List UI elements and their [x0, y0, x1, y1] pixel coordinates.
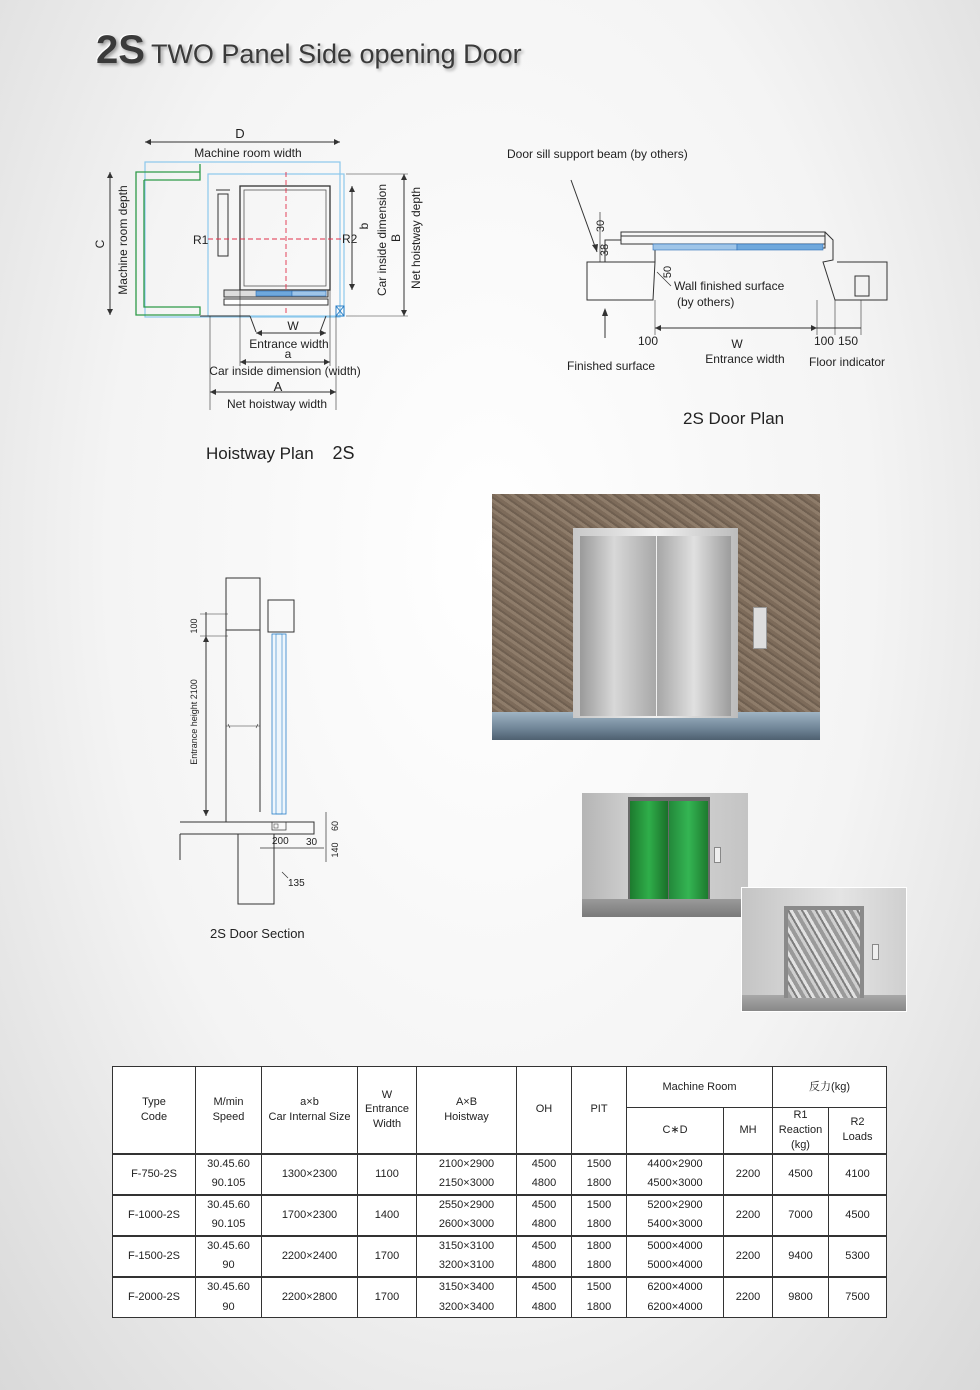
cell-hoist: 2100×2900 2150×3000: [417, 1154, 517, 1195]
header-hoistway: A×B Hoistway: [417, 1067, 517, 1154]
cell-code: F-1000-2S: [113, 1195, 196, 1236]
cell-r2: 4100: [829, 1154, 887, 1195]
cell-cd: 6200×4000 6200×4000: [627, 1277, 724, 1318]
stainless-door-photo: [492, 494, 820, 740]
label-W: W: [287, 319, 299, 333]
hoistway-plan-drawing: [90, 120, 440, 420]
hoistway-plan-caption: [206, 443, 354, 464]
cell-hoist: 3150×3100 3200×3100: [417, 1236, 517, 1277]
cell-r2: 5300: [829, 1236, 887, 1277]
label-d200: 200: [272, 836, 289, 847]
label-d150: 150: [838, 334, 859, 348]
label-b: b: [357, 222, 371, 230]
cell-speed: 30.45.60 90.105: [196, 1195, 262, 1236]
header-pit: PIT: [572, 1067, 627, 1154]
stone-door-panel: [788, 910, 860, 998]
cell-oh: 4500 4800: [517, 1154, 572, 1195]
label-finished-surface: Finished surface: [567, 359, 656, 373]
spec-table: [112, 1066, 887, 1318]
cell-code: F-1500-2S: [113, 1236, 196, 1277]
hoistway-plan-caption-text: Hoistway Plan: [206, 444, 314, 463]
label-D: D: [235, 126, 245, 141]
label-W: W: [731, 337, 743, 351]
table-row: [113, 1277, 887, 1318]
label-car-inside-width: Car inside dimension (width): [209, 364, 361, 378]
label-entrance-width: Entrance width: [705, 352, 785, 366]
label-R2: R2: [342, 232, 358, 246]
header-machine-room: Machine Room: [627, 1067, 773, 1108]
cell-w: 1700: [358, 1277, 417, 1318]
cell-r2: 4500: [829, 1195, 887, 1236]
cell-speed: 30.45.60 90: [196, 1236, 262, 1277]
cell-speed: 30.45.60 90: [196, 1277, 262, 1318]
cell-mh: 2200: [724, 1277, 773, 1318]
header-reaction: 反力(kg): [773, 1067, 887, 1108]
cell-r1: 4500: [773, 1154, 829, 1195]
green-door-panel-left: [630, 801, 668, 899]
door-panel-left: [580, 536, 656, 716]
cell-oh: 4500 4800: [517, 1236, 572, 1277]
table-row: [113, 1236, 887, 1277]
label-machine-room-depth: Machine room depth: [116, 185, 130, 295]
cell-car: 1700×2300: [262, 1195, 358, 1236]
label-d100b: 100: [814, 334, 835, 348]
label-entrance-width: Entrance width: [249, 337, 329, 351]
label-d140: 140: [330, 842, 340, 858]
label-d50: 50: [662, 265, 674, 279]
cell-hoist: 2550×2900 2600×3000: [417, 1195, 517, 1236]
cell-w: 1400: [358, 1195, 417, 1236]
cell-cd: 5000×4000 5000×4000: [627, 1236, 724, 1277]
cell-car: 2200×2400: [262, 1236, 358, 1277]
cell-mh: 2200: [724, 1236, 773, 1277]
table-row: [113, 1154, 887, 1195]
call-button-panel: [753, 607, 767, 649]
label-B: B: [389, 233, 403, 243]
header-r1: R1 Reaction (kg): [773, 1108, 829, 1154]
cell-r1: 9800: [773, 1277, 829, 1318]
label-R1: R1: [193, 233, 209, 247]
header-mh: MH: [724, 1108, 773, 1154]
header-speed: M/min Speed: [196, 1067, 262, 1154]
floor: [582, 899, 748, 917]
cell-cd: 5200×2900 5400×3000: [627, 1195, 724, 1236]
table-row: [113, 1195, 887, 1236]
label-d60: 60: [330, 820, 340, 832]
page-title: [96, 28, 522, 73]
title-text: TWO Panel Side opening Door: [150, 39, 522, 69]
label-sill-beam: Door sill support beam (by others): [507, 147, 688, 161]
stone-door-photo: [741, 887, 907, 1012]
cell-mh: 2200: [724, 1154, 773, 1195]
header-entrance-width: W Entrance Width: [358, 1067, 417, 1154]
door-section-drawing: [178, 572, 358, 902]
cell-cd: 4400×2900 4500×3000: [627, 1154, 724, 1195]
cell-r1: 7000: [773, 1195, 829, 1236]
label-A: A: [273, 379, 283, 394]
cell-code: F-750-2S: [113, 1154, 196, 1195]
label-d30: 30: [595, 219, 607, 233]
door-panel-right: [657, 536, 731, 716]
label-wall-surface-2: (by others): [677, 295, 735, 309]
label-d100a: 100: [638, 334, 659, 348]
cell-code: F-2000-2S: [113, 1277, 196, 1318]
label-a: a: [284, 347, 292, 361]
label-d135: 135: [288, 878, 305, 889]
cell-r2: 7500: [829, 1277, 887, 1318]
header-type: Type Code: [113, 1067, 196, 1154]
green-door-photo: [582, 793, 748, 917]
header-cd: C∗D: [627, 1108, 724, 1154]
label-d30: 30: [306, 837, 318, 848]
label-net-hoistway-depth: Net hoistway depth: [409, 186, 423, 290]
door-section-caption: 2S Door Section: [210, 926, 305, 941]
cell-mh: 2200: [724, 1195, 773, 1236]
label-C: C: [93, 239, 107, 249]
cell-pit: 1800 1800: [572, 1236, 627, 1277]
cell-oh: 4500 4800: [517, 1195, 572, 1236]
header-r2: R2 Loads: [829, 1108, 887, 1154]
cell-hoist: 3150×3400 3200×3400: [417, 1277, 517, 1318]
call-button-panel: [714, 847, 721, 863]
cell-pit: 1500 1800: [572, 1154, 627, 1195]
cell-r1: 9400: [773, 1236, 829, 1277]
title-code: 2S: [96, 28, 145, 72]
cell-w: 1100: [358, 1154, 417, 1195]
cell-car: 1300×2300: [262, 1154, 358, 1195]
hoistway-plan-caption-code: 2S: [332, 443, 355, 463]
call-button-panel: [872, 944, 879, 960]
green-door-panel-right: [669, 801, 708, 899]
cell-pit: 1500 1800: [572, 1195, 627, 1236]
label-d38: 38: [599, 243, 611, 257]
label-net-hoistway-width: Net hoistway width: [226, 397, 328, 411]
label-car-inside-dimension: Car inside dimension: [375, 183, 389, 297]
cell-car: 2200×2800: [262, 1277, 358, 1318]
cell-oh: 4500 4800: [517, 1277, 572, 1318]
cell-pit: 1500 1800: [572, 1277, 627, 1318]
label-wall-surface-1: Wall finished surface: [674, 279, 785, 293]
label-floor-indicator: Floor indicator: [809, 355, 886, 369]
label-d100: 100: [189, 618, 199, 634]
header-oh: OH: [517, 1067, 572, 1154]
cell-speed: 30.45.60 90.105: [196, 1154, 262, 1195]
door-plan-drawing: [505, 140, 900, 380]
header-car-size: a×b Car Internal Size: [262, 1067, 358, 1154]
label-entrance-height: Entrance height 2100: [189, 679, 199, 765]
label-machine-room-width: Machine room width: [194, 146, 302, 160]
cell-w: 1700: [358, 1236, 417, 1277]
door-plan-caption: 2S Door Plan: [683, 409, 785, 428]
